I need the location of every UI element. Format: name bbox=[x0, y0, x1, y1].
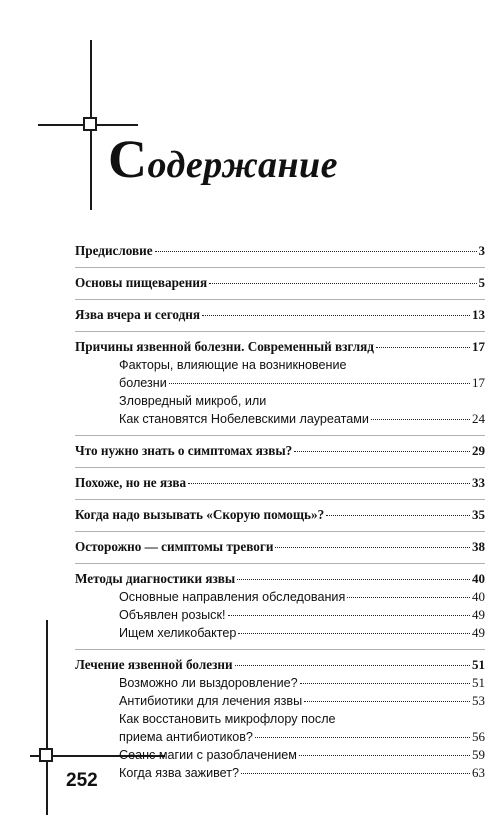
toc-page-number: 53 bbox=[472, 693, 485, 708]
toc-page-number: 51 bbox=[472, 657, 485, 672]
toc-section bbox=[75, 468, 485, 500]
toc-page-number: 49 bbox=[472, 625, 485, 640]
toc-chapter-entry[interactable] bbox=[75, 506, 485, 524]
toc-subsection-entry[interactable] bbox=[75, 588, 485, 606]
toc-entry-title: болезни bbox=[119, 376, 167, 390]
toc-dot-leader bbox=[228, 615, 471, 616]
toc-chapter-entry[interactable] bbox=[75, 570, 485, 588]
toc-section bbox=[75, 532, 485, 564]
toc-section bbox=[75, 236, 485, 268]
toc-chapter-entry[interactable] bbox=[75, 242, 485, 260]
toc-chapter-entry[interactable] bbox=[75, 656, 485, 674]
toc-page-number: 29 bbox=[472, 443, 485, 458]
toc-dot-leader bbox=[238, 633, 470, 634]
toc-section bbox=[75, 332, 485, 436]
toc-entry-title: Факторы, влияющие на возникновение bbox=[119, 358, 347, 372]
table-of-contents bbox=[75, 236, 485, 789]
toc-subsection-entry[interactable] bbox=[75, 356, 485, 374]
title-initial: С bbox=[108, 129, 148, 189]
toc-section bbox=[75, 564, 485, 650]
toc-chapter-entry[interactable] bbox=[75, 442, 485, 460]
toc-page-number: 51 bbox=[472, 675, 485, 690]
toc-dot-leader bbox=[155, 251, 477, 252]
toc-subsection-entry[interactable] bbox=[75, 410, 485, 428]
toc-dot-leader bbox=[202, 315, 470, 316]
toc-entry-title: Язва вчера и сегодня bbox=[75, 307, 201, 322]
toc-subsection-entry[interactable] bbox=[75, 674, 485, 692]
toc-page-number: 35 bbox=[472, 507, 485, 522]
toc-dot-leader bbox=[209, 283, 476, 284]
toc-dot-leader bbox=[294, 451, 470, 452]
toc-dot-leader bbox=[237, 579, 470, 580]
toc-entry-title: Ищем хеликобактер bbox=[119, 626, 237, 640]
toc-chapter-entry[interactable] bbox=[75, 474, 485, 492]
toc-entry-title: Причины язвенной болезни. Современный взгляд bbox=[75, 339, 374, 354]
page-number: 252 bbox=[66, 770, 98, 791]
toc-page-number: 56 bbox=[472, 729, 485, 744]
toc-page-number: 17 bbox=[472, 375, 485, 390]
toc-entry-title: Методы диагностики язвы bbox=[75, 571, 236, 586]
toc-dot-leader bbox=[347, 597, 470, 598]
toc-chapter-entry[interactable] bbox=[75, 274, 485, 292]
toc-entry-title: Как становятся Нобелевскими лауреатами bbox=[119, 412, 369, 426]
toc-subsection-entry[interactable] bbox=[75, 692, 485, 710]
toc-dot-leader bbox=[188, 483, 470, 484]
toc-subsection-entry[interactable] bbox=[75, 710, 485, 728]
toc-page-number: 38 bbox=[472, 539, 485, 554]
toc-subsection-entry[interactable] bbox=[75, 374, 485, 392]
toc-dot-leader bbox=[169, 383, 470, 384]
toc-page-number: 33 bbox=[472, 475, 485, 490]
toc-subsection-entry[interactable] bbox=[75, 392, 485, 410]
toc-dot-leader bbox=[235, 665, 470, 666]
title-rest: одержание bbox=[147, 144, 339, 186]
toc-entry-title: Лечение язвенной болезни bbox=[75, 657, 233, 672]
toc-dot-leader bbox=[255, 737, 470, 738]
toc-entry-title: Зловредный микроб, или bbox=[119, 394, 267, 408]
toc-section bbox=[75, 436, 485, 468]
toc-entry-title: Что нужно знать о симптомах язвы? bbox=[75, 443, 293, 458]
toc-dot-leader bbox=[326, 515, 470, 516]
toc-page-number: 40 bbox=[472, 589, 485, 604]
toc-entry-title: Основные направления обследования bbox=[119, 590, 346, 604]
toc-section bbox=[75, 500, 485, 532]
toc-page-number: 13 bbox=[472, 307, 485, 322]
toc-dot-leader bbox=[241, 773, 470, 774]
bottom-corner-square-icon bbox=[39, 748, 53, 762]
toc-subsection-entry[interactable] bbox=[75, 764, 485, 782]
toc-dot-leader bbox=[371, 419, 470, 420]
toc-entry-title: приема антибиотиков? bbox=[119, 730, 253, 744]
toc-dot-leader bbox=[299, 755, 470, 756]
toc-page-number: 5 bbox=[478, 275, 485, 290]
toc-page-number: 40 bbox=[472, 571, 485, 586]
toc-entry-title: Возможно ли выздоровление? bbox=[119, 676, 298, 690]
bottom-vertical-rule bbox=[46, 620, 48, 815]
toc-dot-leader bbox=[275, 547, 470, 548]
toc-section bbox=[75, 650, 485, 789]
toc-chapter-entry[interactable] bbox=[75, 538, 485, 556]
toc-dot-leader bbox=[304, 701, 470, 702]
toc-dot-leader bbox=[300, 683, 470, 684]
toc-page-number: 49 bbox=[472, 607, 485, 622]
toc-section bbox=[75, 300, 485, 332]
toc-chapter-entry[interactable] bbox=[75, 306, 485, 324]
toc-page-number: 63 bbox=[472, 765, 485, 780]
toc-entry-title: Антибиотики для лечения язвы bbox=[119, 694, 303, 708]
toc-subsection-entry[interactable] bbox=[75, 746, 485, 764]
toc-entry-title: Как восстановить микрофлору после bbox=[119, 712, 336, 726]
toc-chapter-entry[interactable] bbox=[75, 338, 485, 356]
toc-entry-title: Основы пищеварения bbox=[75, 275, 208, 290]
toc-page-number: 3 bbox=[478, 243, 485, 258]
toc-subsection-entry[interactable] bbox=[75, 624, 485, 642]
page-title bbox=[108, 128, 338, 190]
toc-entry-title: Сеанс магии с разоблачением bbox=[119, 748, 297, 762]
toc-entry-title: Похоже, но не язва bbox=[75, 475, 187, 490]
toc-subsection-entry[interactable] bbox=[75, 606, 485, 624]
toc-section bbox=[75, 268, 485, 300]
toc-page-number: 17 bbox=[472, 339, 485, 354]
toc-entry-title: Предисловие bbox=[75, 243, 153, 258]
toc-entry-title: Осторожно — симптомы тревоги bbox=[75, 539, 274, 554]
toc-dot-leader bbox=[376, 347, 470, 348]
top-corner-square-icon bbox=[83, 117, 97, 131]
toc-page-number: 24 bbox=[472, 411, 485, 426]
toc-page-number: 59 bbox=[472, 747, 485, 762]
toc-entry-title: Когда язва заживет? bbox=[119, 766, 240, 780]
toc-entry-title: Когда надо вызывать «Скорую помощь»? bbox=[75, 507, 325, 522]
toc-entry-title: Объявлен розыск! bbox=[119, 608, 226, 622]
toc-subsection-entry[interactable] bbox=[75, 728, 485, 746]
